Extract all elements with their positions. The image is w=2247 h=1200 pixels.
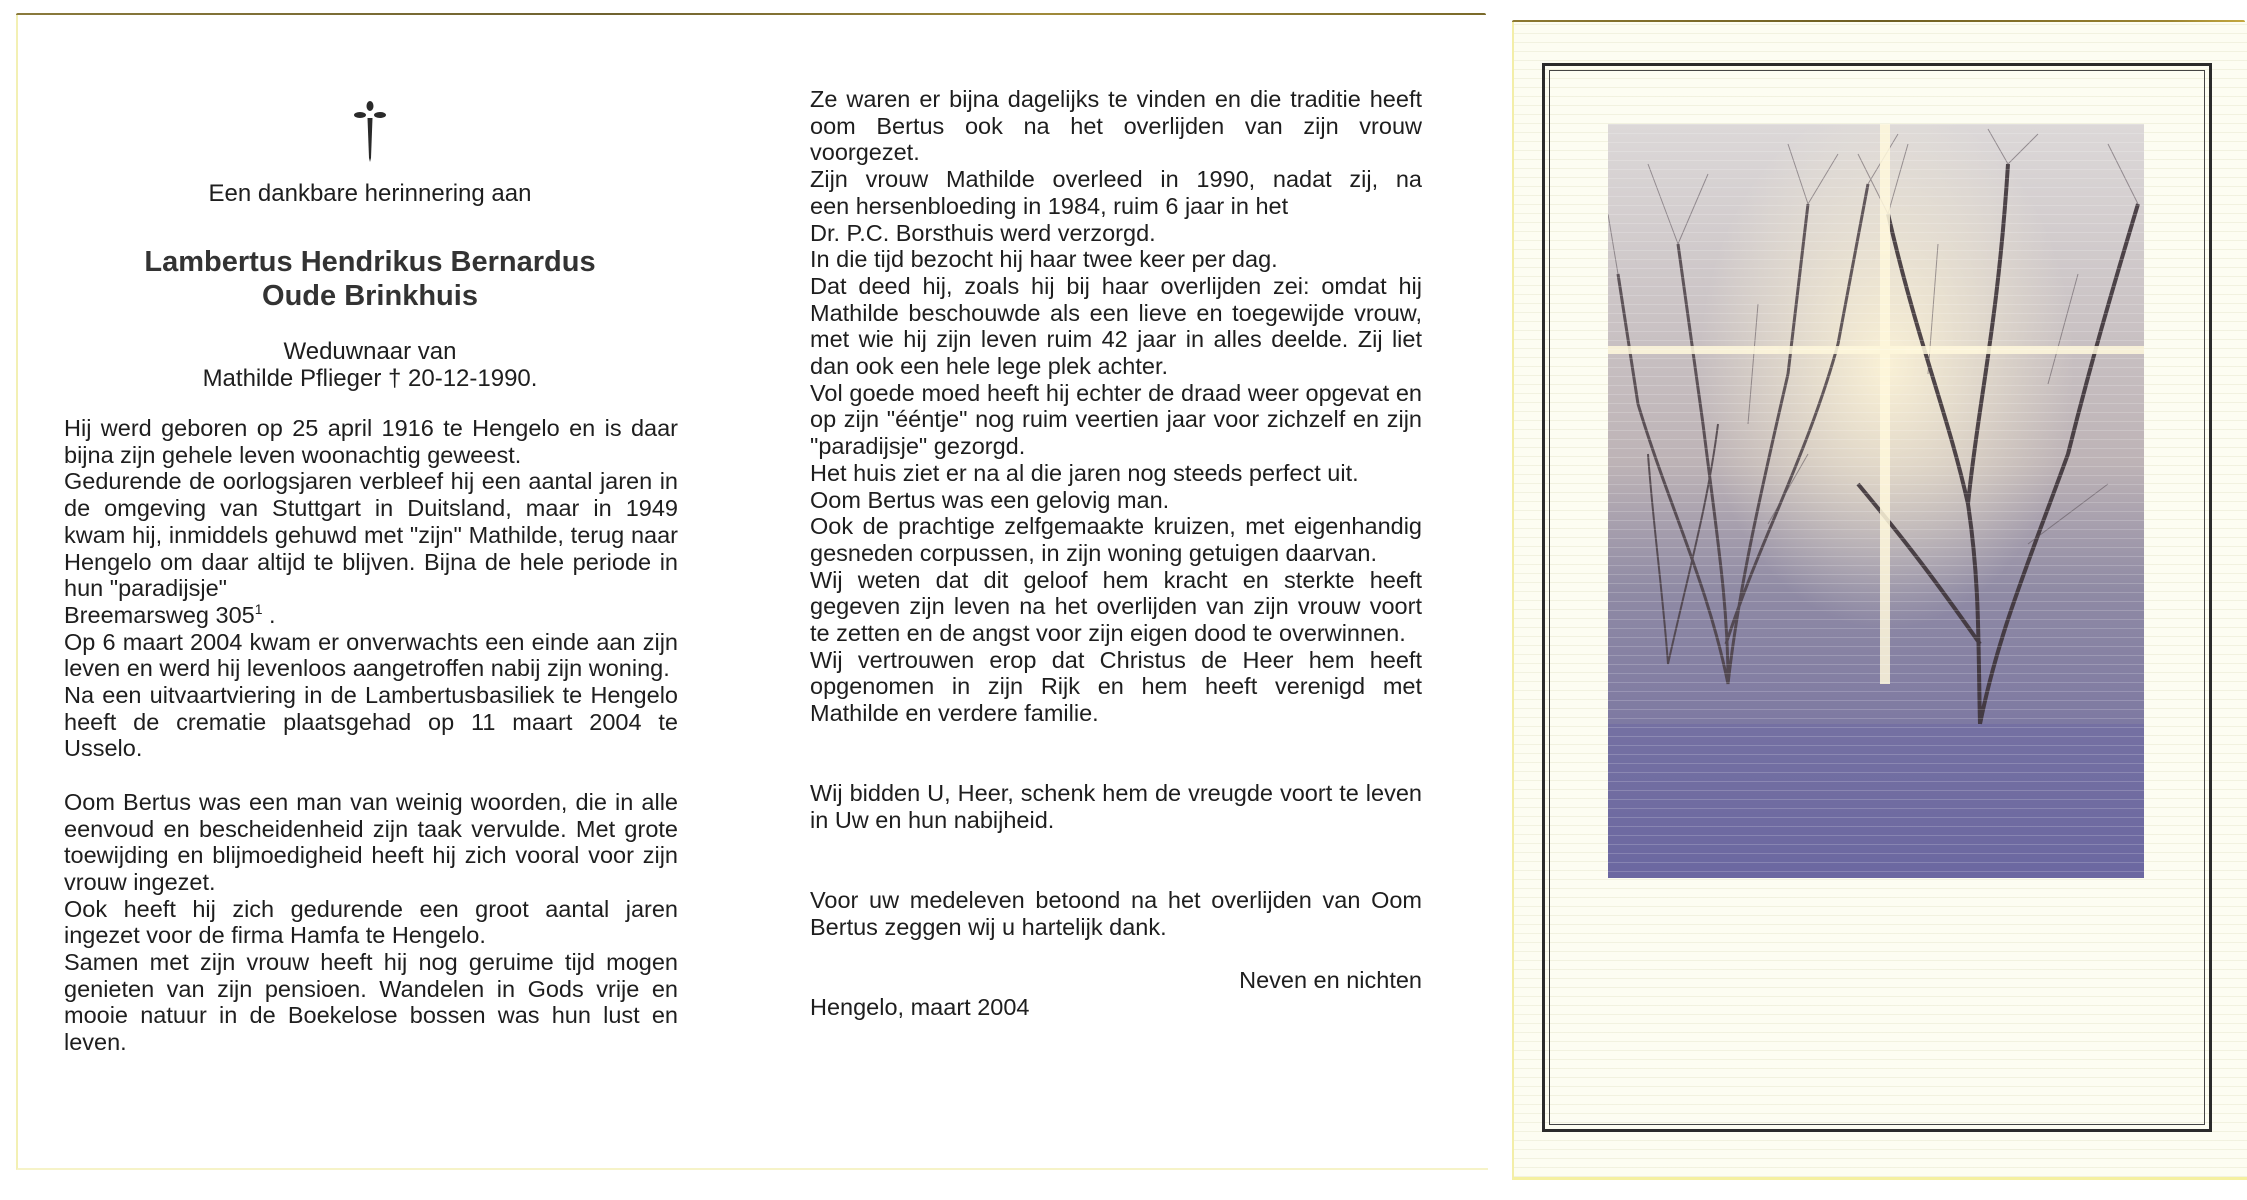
paragraph-line: Dr. P.C. Borsthuis werd verzorgd. [810,219,1156,246]
widower-line1: Weduwnaar van [283,338,457,365]
paragraph: Na een uitvaartviering in de Lambertusbasiliek te Hengelo heeft de crematie plaatsgehad op 11 maart 2004 te Usselo. [64,682,678,762]
footnote-marker: 1 [254,601,263,618]
address-text: Breemarsweg 305 [64,601,255,628]
paragraph: Ook de prachtige zelfgemaakte kruizen, met eigenhandig gesneden corpussen, in zijn woning getuigen daarvan. [810,513,1422,566]
paragraph: Wij vertrouwen erop dat Christus de Heer hem heeft opgenomen in zijn Rijk en hem heeft verenigd met Mathilde en verdere familie. [810,646,1422,727]
paragraph: Hij werd geboren op 25 april 1916 te Hengelo en is daar bijna zijn gehele leven woonachtig geweest. [64,415,678,468]
paragraph: Ze waren er bijna dagelijks te vinden en die traditie heeft oom Bertus ook na het overlijden van zijn vrouw voorgezet. [810,86,1422,166]
address-period: . [262,601,276,628]
prayer: Wij bidden U, Heer, schenk hem de vreugde voort te leven in Uw en hun nabijheid. [810,780,1422,833]
place-date: Hengelo, maart 2004 [810,993,1030,1020]
paragraph-line: Zijn vrouw Mathilde overleed in 1990, nadat zij, na [810,166,1422,193]
winter-trees-photo [1608,124,2144,878]
paragraph: Oom Bertus was een man van weinig woorden, die in alle eenvoud en bescheidenheid zijn taak vervulde. Met grote toewijding en blijmoedigheid heeft hij zich vooral voor zijn vrouw ingezet. [64,788,678,895]
cross-icon [352,100,388,162]
paragraph: In die tijd bezocht hij haar twee keer per dag. [810,246,1278,273]
paragraph: Het huis ziet er na al die jaren nog steeds perfect uit. [810,459,1359,486]
paragraph: Dat deed hij, zoals hij bij haar overlijden zei: omdat hij Mathilde beschouwde als een lieve en toegewijde vrouw, met wie hij zijn leven ruim 42 jaar in alles deelde. Zij liet dan ook een hele lege plek achter. [810,272,1422,380]
paragraph: Ook heeft hij zich gedurende een groot aantal jaren ingezet voor de firma Hamfa te Hengelo. [64,895,678,949]
intro-text: Een dankbare herinnering aan [208,180,532,207]
paragraph-line: een hersenbloeding in 1984, ruim 6 jaar in het [810,192,1289,219]
thanks: Voor uw medeleven betoond na het overlijden van Oom Bertus zeggen wij u hartelijk dank. [810,887,1422,940]
paragraph: Wij weten dat dit geloof hem kracht en sterkte heeft gegeven zijn leven na het overlijden van zijn vrouw voort te zetten en de angst voor zijn eigen dood te overwinnen. [810,566,1422,647]
signature: Neven en nichten [1239,967,1422,994]
paragraph: Gedurende de oorlogsjaren verbleef hij een aantal jaren in de omgeving van Stuttgart in Duitsland, maar in 1949 kwam hij, inmiddels gehuwd met "zijn" Mathilde, terug naar Hengelo om daar altijd te blijven. Bijna de hele periode in hun "paradijsje" [64,468,678,602]
widower-line2: Mathilde Pflieger † 20-12-1990. [202,365,538,392]
deceased-name-line1: Lambertus Hendrikus Bernardus [144,246,596,278]
paragraph: Vol goede moed heeft hij echter de draad weer opgevat en op zijn "ééntje" nog ruim veertien jaar voor zichzelf en zijn "paradijsje" gezorgd. [810,379,1422,460]
address-paragraph [64,602,678,629]
paragraph: Samen met zijn vrouw heeft hij nog geruime tijd mogen genieten van zijn pensioen. Wandelen in Gods vrije en mooie natuur in de Boekelose bossen was hun lust en leven. [64,949,678,1056]
left-column-text [64,415,678,1056]
paragraph: Op 6 maart 2004 kwam er onverwachts een einde aan zijn leven en werd hij levenloos aangetroffen nabij zijn woning. [64,628,678,682]
middle-column-text [810,86,1422,1021]
deceased-name-line2: Oude Brinkhuis [262,280,478,312]
paragraph: Oom Bertus was een gelovig man. [810,486,1170,513]
